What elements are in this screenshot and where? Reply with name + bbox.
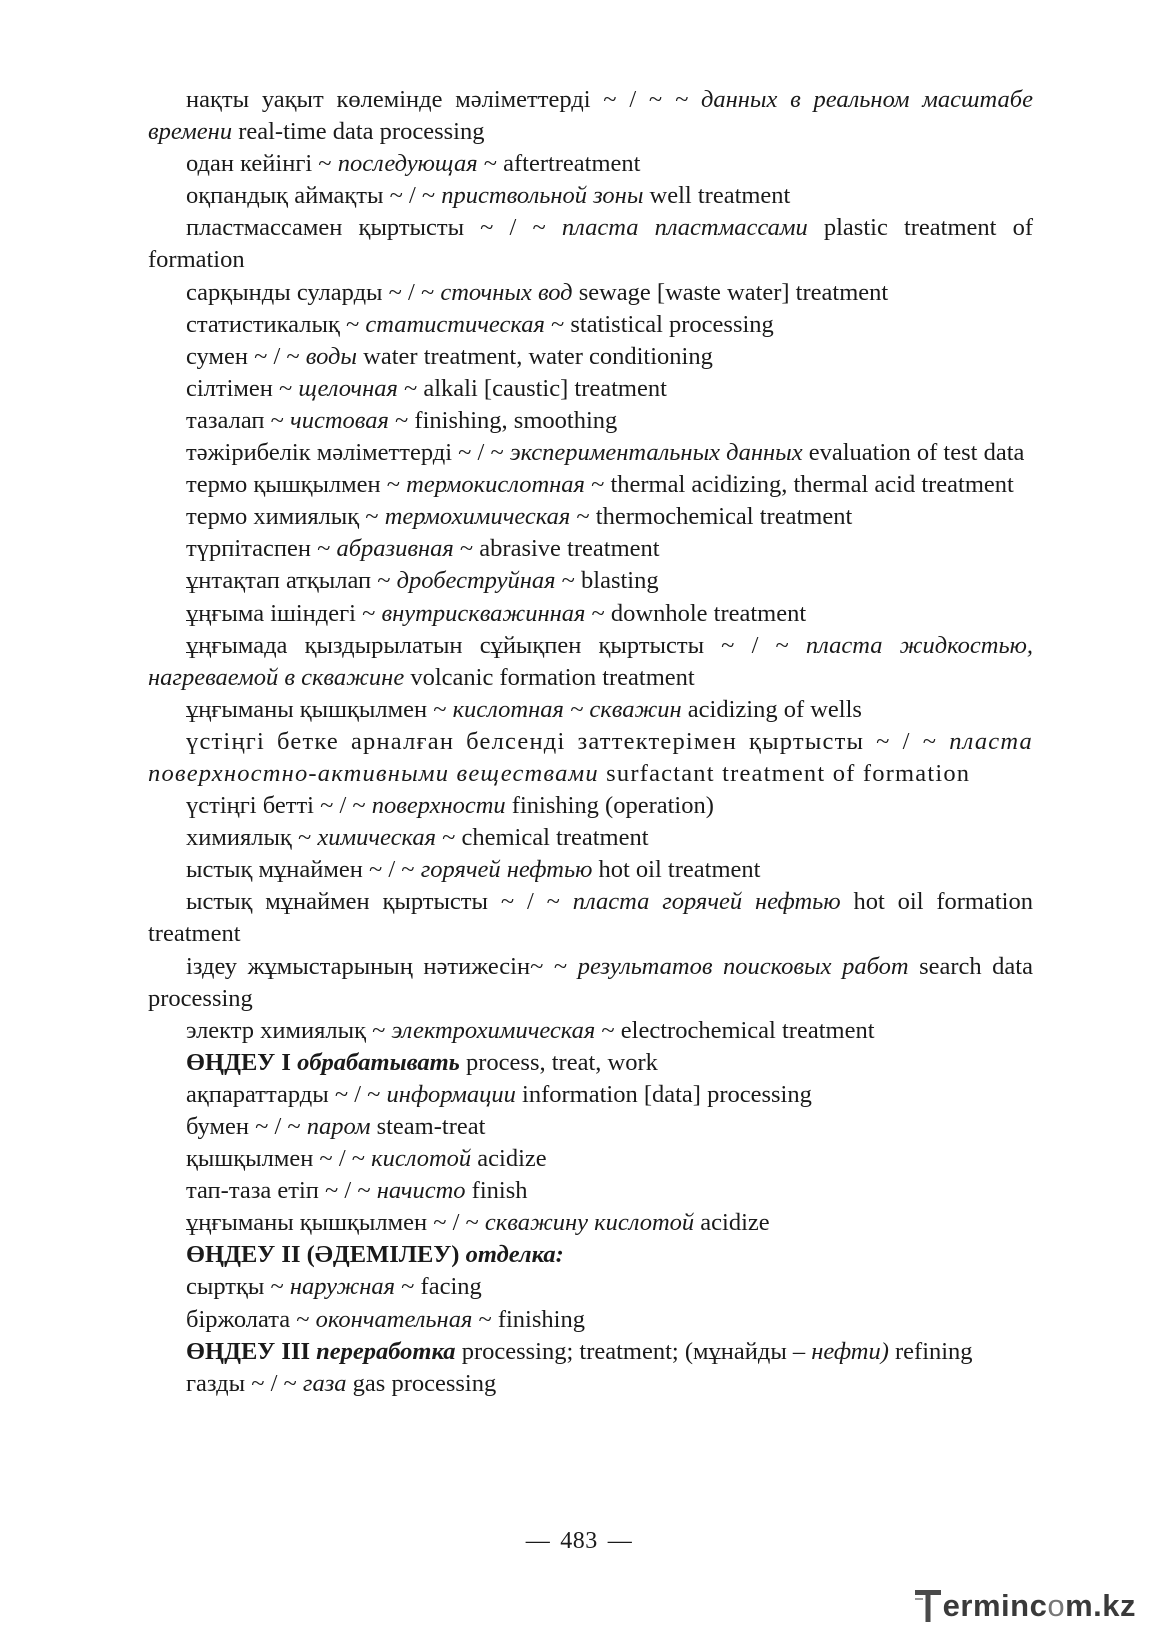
entry-russian-term: наружная (289, 1273, 396, 1301)
entry-english-term: hot oil formation treatment (148, 888, 1033, 948)
watermark-text-part-1: erminc (942, 1588, 1048, 1623)
entry-english-term: processing; treatment; (мұнайды – (455, 1337, 812, 1365)
entry-english-term: plastic treatment of formation (148, 214, 1033, 274)
entry-english-term: well treatment (643, 182, 791, 210)
entry-english-term: ~ thermochemical treatment (570, 503, 853, 531)
watermark-magnifier-o: o (1047, 1588, 1066, 1623)
dictionary-entry (148, 854, 1033, 886)
entry-english-term: ~ aftertreatment (477, 150, 641, 178)
dictionary-entry (148, 726, 1033, 790)
dictionary-entry (148, 1368, 1033, 1400)
entry-kazakh-term: газды ~ / ~ (186, 1369, 303, 1397)
entry-english-term: information [data] processing (515, 1080, 812, 1108)
dictionary-entry (148, 212, 1033, 276)
dictionary-entry (148, 1111, 1033, 1143)
dictionary-entry (148, 1143, 1033, 1175)
entry-headword-russian: обрабатывать (297, 1048, 460, 1076)
dictionary-entry (148, 309, 1033, 341)
entry-russian-term: кислотная ~ скважин (452, 695, 682, 723)
entry-english-term: ~ abrasive treatment (453, 535, 660, 563)
entry-english-term: surfactant treatment of formation (598, 759, 971, 787)
entry-kazakh-term: ыстық мұнаймен қыртысты ~ / ~ (186, 888, 573, 916)
dictionary-entry (148, 1304, 1033, 1336)
entry-kazakh-term: пластмассамен қыртысты ~ / ~ (186, 214, 562, 242)
page-number (0, 1528, 1158, 1555)
entry-english-term: volcanic formation treatment (404, 663, 695, 691)
dictionary-entry (148, 277, 1033, 309)
entry-kazakh-term: ұңғымада қыздырылатын сұйықпен қыртысты ~ / ~ (186, 631, 806, 659)
dictionary-entry (148, 951, 1033, 1015)
entry-english-term: acidizing of wells (681, 695, 862, 723)
termincom-t-logo-icon (915, 1587, 941, 1625)
entry-kazakh-term: үстіңгі бетті ~ / ~ (186, 792, 372, 820)
entry-kazakh-term: ұңғыманы қышқылмен ~ / ~ (186, 1209, 485, 1237)
entry-russian-term: щелочная (298, 374, 398, 402)
entry-kazakh-term: ақпараттарды ~ / ~ (186, 1080, 387, 1108)
entry-russian-term: паром (306, 1113, 371, 1140)
entry-kazakh-term: термо химиялық ~ (186, 503, 385, 531)
entry-kazakh-term: оқпандық аймақты ~ / ~ (186, 182, 442, 210)
entry-russian-term: информации (386, 1080, 516, 1108)
entry-kazakh-term: сыртқы ~ (186, 1273, 290, 1301)
entry-english-term: finish (465, 1177, 528, 1205)
entry-russian-term: экспериментальных данных (509, 439, 803, 467)
dictionary-entry (148, 1079, 1033, 1111)
entry-english-term: ~ blasting (555, 567, 659, 595)
entry-english-term: ~ thermal acidizing, thermal acid treatment (584, 471, 1014, 499)
entry-russian-term: газа (302, 1369, 347, 1397)
watermark-text-part-2: m.kz (1065, 1588, 1136, 1623)
entry-headword-russian: отделка: (465, 1241, 564, 1269)
entry-kazakh-term: іздеу жұмыстарының нәтижесін~ ~ (186, 952, 578, 980)
entry-english-term: ~ facing (395, 1273, 482, 1301)
entry-kazakh-term: біржолата ~ (186, 1305, 316, 1333)
entry-kazakh-term: ұңғыма ішіндегі ~ (186, 599, 382, 627)
dictionary-entry (148, 1336, 1033, 1368)
entry-russian-term: термохимическая (384, 503, 571, 531)
entry-headword-russian: переработка (316, 1337, 456, 1365)
dictionary-entry (148, 405, 1033, 437)
dictionary-entry (148, 533, 1033, 565)
dictionary-entry (148, 565, 1033, 597)
entry-headword: ӨҢДЕУ I (186, 1048, 298, 1076)
entry-kazakh-term: сумен ~ / ~ (186, 342, 306, 370)
entry-kazakh-term: бумен ~ / ~ (186, 1113, 307, 1140)
entry-kazakh-term: ұңғыманы қышқылмен ~ (186, 695, 453, 723)
entry-kazakh-term: тап-таза етіп ~ / ~ (186, 1177, 377, 1205)
entry-russian-term: пласта жидкостью, нагреваемой в скважине (148, 631, 1033, 691)
termincom-watermark-logo (915, 1584, 1136, 1628)
entry-russian-term: результатов поисковых работ (577, 952, 909, 980)
entry-english-term: ~ chemical treatment (435, 824, 649, 852)
dictionary-entry (148, 180, 1033, 212)
entry-english-term: sewage [waste water] treatment (572, 278, 889, 306)
entry-english-term: finishing (operation) (505, 792, 714, 820)
dictionary-entry (148, 1207, 1033, 1239)
page-number-dash-left: — (525, 1528, 551, 1554)
dictionary-entry (148, 84, 1033, 148)
entry-english-term: refining (888, 1337, 973, 1365)
entry-russian-term: окончательная (315, 1305, 473, 1333)
entry-kazakh-term: электр химиялық ~ (186, 1016, 392, 1044)
entry-english-term: ~ electrochemical treatment (595, 1016, 875, 1044)
page-number-dash-right: — (607, 1528, 633, 1554)
entry-kazakh-term: ұнтақтап атқылап ~ (186, 567, 397, 595)
entry-russian-term: приствольной зоны (441, 182, 644, 210)
entry-english-term: ~ statistical processing (544, 310, 774, 338)
entry-english-term: evaluation of test data (802, 439, 1025, 467)
dictionary-entry (148, 1015, 1033, 1047)
dictionary-entry (148, 1239, 1033, 1271)
dictionary-entry (148, 501, 1033, 533)
dictionary-entry (148, 148, 1033, 180)
dictionary-entries (148, 84, 1033, 1400)
entry-russian-term: воды (305, 342, 358, 370)
entry-russian-term: пласта пластмассами (561, 214, 808, 242)
entry-russian-term: ~ данных в реальном масштабе времени (148, 86, 1033, 146)
entry-russian-term: химическая (317, 824, 436, 852)
entry-english-term: ~ finishing (472, 1305, 585, 1333)
entry-english-term: ~ finishing, smoothing (388, 406, 618, 434)
entry-russian-term: скважину кислотой (484, 1209, 695, 1237)
dictionary-entry (148, 822, 1033, 854)
entry-russian-term: чистовая (290, 406, 389, 434)
entry-russian-term: статистическая (365, 310, 545, 338)
entry-kazakh-term: үстіңгі бетке арналған белсенді заттектерімен қыртысты ~ / ~ (186, 727, 950, 755)
entry-russian-term: кислотой (371, 1145, 472, 1173)
dictionary-entry (148, 373, 1033, 405)
entry-english-term: steam-treat (370, 1113, 486, 1140)
dictionary-entry (148, 694, 1033, 726)
entry-kazakh-term: түрпітаспен ~ (186, 535, 337, 563)
dictionary-entry (148, 469, 1033, 501)
entry-kazakh-term: статистикалық ~ (186, 310, 366, 338)
entry-kazakh-term: тазалап ~ (186, 406, 291, 434)
entry-english-term: acidize (694, 1209, 770, 1237)
entry-russian-term: начисто (376, 1177, 466, 1205)
dictionary-entry (148, 341, 1033, 373)
entry-kazakh-term: сарқынды суларды ~ / ~ (186, 278, 441, 306)
dictionary-entry (148, 630, 1033, 694)
entry-russian-term: абразивная (336, 535, 454, 563)
entry-kazakh-term: қышқылмен ~ / ~ (186, 1145, 372, 1173)
entry-russian-term: термокислотная (406, 471, 585, 499)
entry-kazakh-term: тәжірибелік мәліметтерді ~ / ~ (186, 439, 510, 467)
dictionary-entry (148, 1175, 1033, 1207)
entry-russian-term: дробеструйная (396, 567, 556, 595)
entry-headword: ӨҢДЕУ II (ӘДЕМІЛЕУ) (186, 1241, 466, 1269)
entry-russian-term: электрохимическая (391, 1016, 596, 1044)
entry-headword: ӨҢДЕУ III (186, 1337, 317, 1365)
dictionary-entry (148, 1047, 1033, 1079)
entry-english-term: water treatment, water conditioning (357, 342, 713, 370)
entry-russian-term: внутрискважинная (381, 599, 586, 627)
entry-kazakh-term: одан кейінгі ~ (186, 150, 338, 178)
entry-russian-term: последующая (337, 150, 478, 178)
entry-english-term: search data processing (148, 952, 1033, 1012)
entry-russian-term: горячей нефтью (420, 856, 593, 884)
entry-russian-term: пласта поверхностно-активными веществами (148, 727, 1033, 787)
entry-kazakh-term: сілтімен ~ (186, 374, 299, 402)
entry-english-term: ~ downhole treatment (585, 599, 807, 627)
entry-english-term: process, treat, work (459, 1048, 658, 1076)
entry-kazakh-term: термо қышқылмен ~ (186, 471, 407, 499)
dictionary-entry (148, 790, 1033, 822)
page-number-value: 483 (560, 1528, 598, 1554)
entry-russian-term: поверхности (371, 792, 506, 820)
dictionary-entry (148, 437, 1033, 469)
dictionary-entry (148, 1271, 1033, 1303)
entry-english-term: gas processing (346, 1369, 497, 1397)
entry-russian-term: нефти) (811, 1337, 889, 1365)
entry-kazakh-term: ыстық мұнаймен ~ / ~ (186, 856, 421, 884)
entry-kazakh-term: нақты уақыт көлемінде мәліметтерді ~ / ~ (186, 86, 675, 113)
entry-english-term: real-time data processing (232, 118, 485, 146)
entry-english-term: ~ alkali [caustic] treatment (397, 374, 667, 402)
entry-russian-term: пласта горячей нефтью (572, 888, 841, 916)
entry-english-term: hot oil treatment (592, 856, 761, 884)
dictionary-entry (148, 598, 1033, 630)
entry-kazakh-term: химиялық ~ (186, 824, 318, 852)
entry-english-term: acidize (471, 1145, 547, 1173)
entry-russian-term: сточных вод (440, 278, 573, 306)
dictionary-entry (148, 886, 1033, 950)
